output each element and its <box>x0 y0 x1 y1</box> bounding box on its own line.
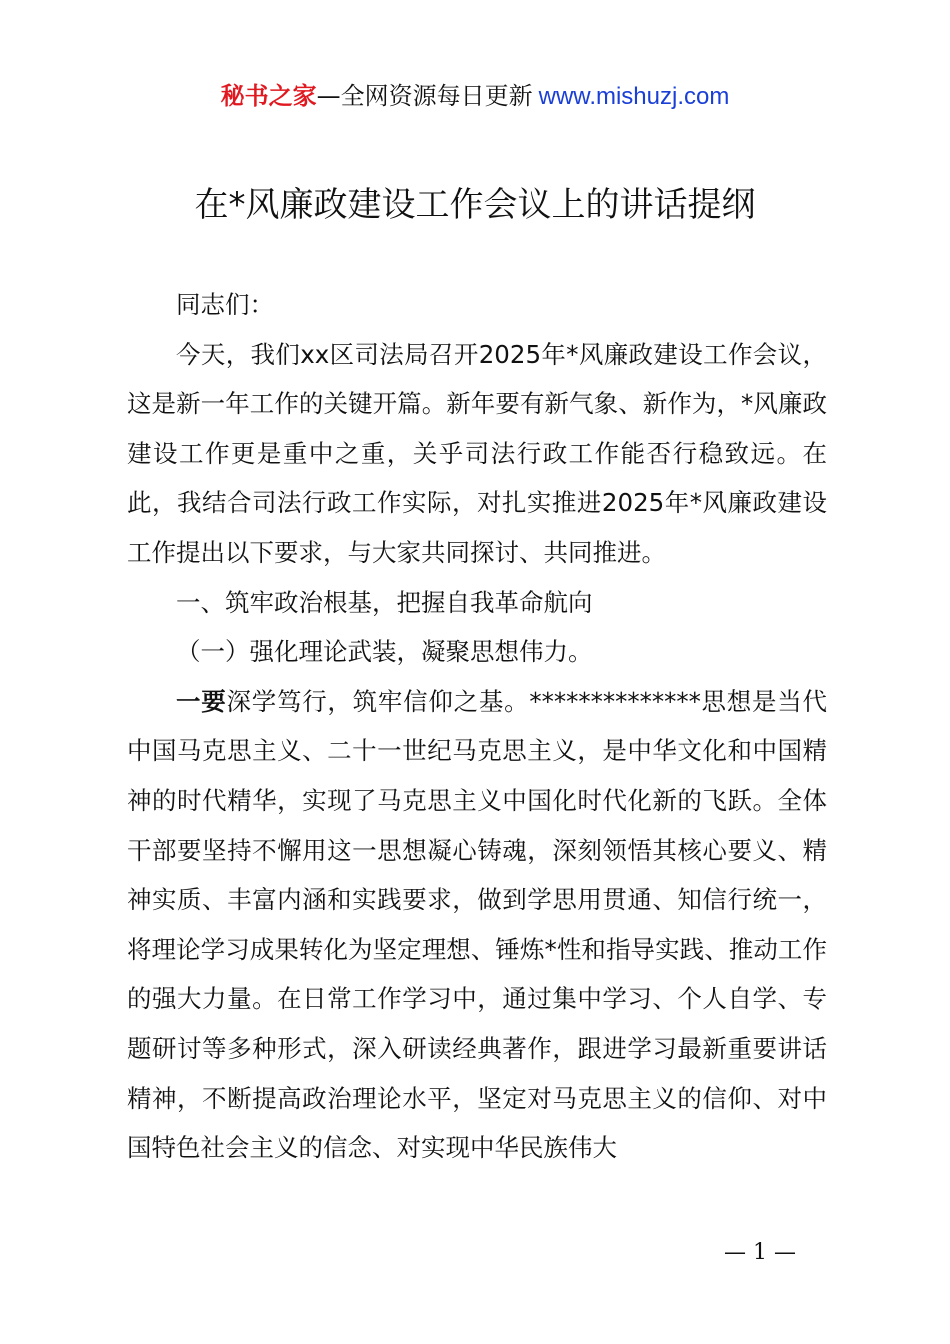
site-url[interactable]: www.mishuzj.com <box>538 83 730 110</box>
point-lead: 一要 <box>176 686 227 716</box>
document-body <box>127 280 827 1173</box>
document-title: 在*风廉政建设工作会议上的讲话提纲 <box>194 185 756 225</box>
point-paragraph <box>127 677 827 1173</box>
greeting: 同志们： <box>176 290 274 319</box>
site-header <box>0 80 950 113</box>
intro-paragraph: 今天，我们xx区司法局召开2025年*风廉政建设工作会议，这是新一年工作的关键开篇。新年要有新气象、新作为，*风廉政建设工作更是重中之重，关乎司法行政工作能否行稳致远。在此，我结合司法行政工作实际，对扎实推进2025年*风廉政建设工作提出以下要求，与大家共同探讨、共同推进。 <box>127 339 827 567</box>
brand-name: 秘书之家 <box>220 82 317 110</box>
page-number: — 1 — <box>724 1240 796 1265</box>
point-text: 深学笃行，筑牢信仰之基。**************思想是当代中国马克思主义、二十一世纪马克思主义，是中华文化和中国精神的时代精华，实现了马克思主义中国化时代化新的飞跃。全体干部要坚持不懈用这一思想凝心铸魂，深刻领悟其核心要义、精神实质、丰富内涵和实践要求，做到学思用贯通、知信行统一，将理论学习成果转化为坚定理想、锤炼*性和指导实践、推动工作的强大力量。在日常工作学习中，通过集中学习、个人自学、专题研讨等多种形式，深入研读经典著作，跟进学习最新重要讲话精神，不断提高政治理论水平，坚定对马克思主义的信仰、对中国特色社会主义的信念、对实现中华民族伟大 <box>127 686 828 1163</box>
section-heading: 一、筑牢政治根基，把握自我革命航向 <box>176 587 593 617</box>
subsection-heading: （一）强化理论武装，凝聚思想伟力。 <box>176 637 593 667</box>
header-slogan: —全网资源每日更新 <box>316 82 533 110</box>
